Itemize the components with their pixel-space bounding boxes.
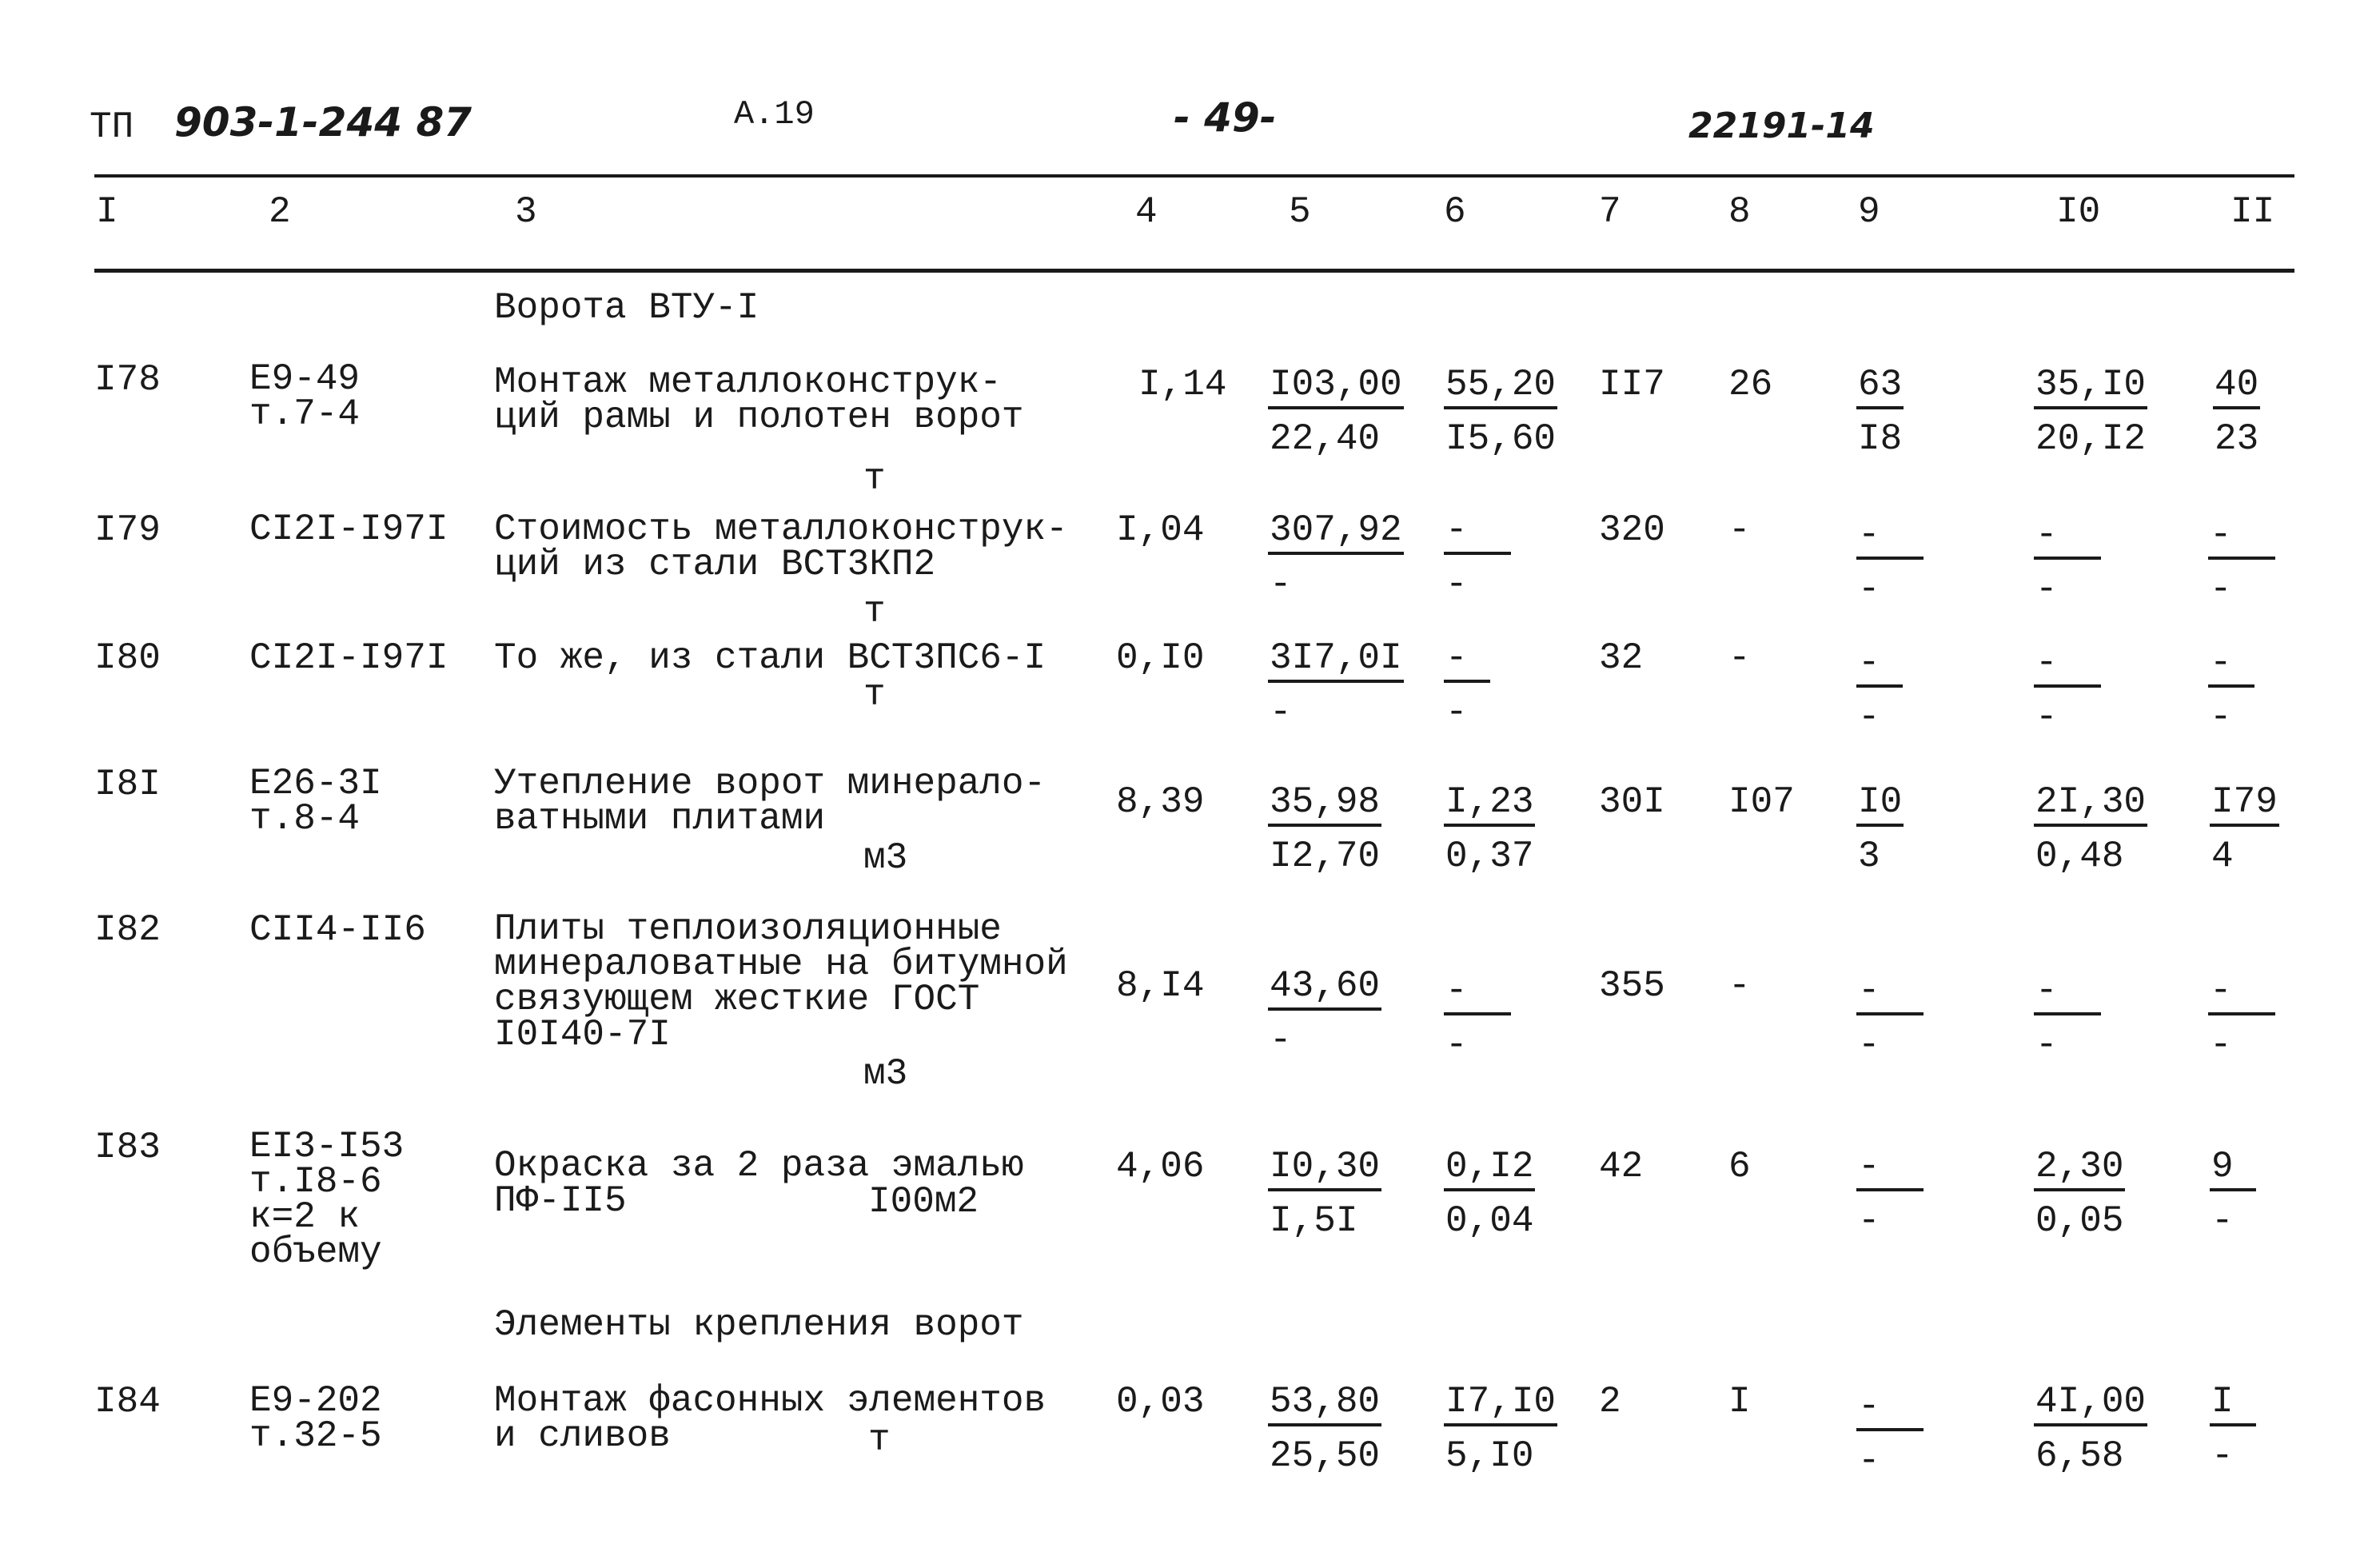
unit: м3 bbox=[863, 837, 908, 879]
col6-value bbox=[1444, 1381, 1557, 1477]
work-description: Монтаж металлоконструк- ций рамы и полотен ворот bbox=[494, 361, 1024, 438]
col10-value bbox=[2034, 781, 2147, 877]
col7-value: II7 bbox=[1599, 364, 1665, 405]
col11-value bbox=[2208, 644, 2254, 736]
unit: I00м2 bbox=[868, 1181, 979, 1223]
fraction-numerator: - bbox=[1856, 972, 1924, 1015]
fraction-denominator: I2,70 bbox=[1270, 836, 1381, 877]
quantity: I,04 bbox=[1116, 509, 1205, 551]
fraction-denominator: 6,58 bbox=[2035, 1435, 2124, 1477]
col7-value: 355 bbox=[1599, 965, 1665, 1007]
fraction-denominator: - bbox=[2210, 696, 2232, 738]
fraction-numerator: I0 bbox=[1856, 784, 1904, 827]
fraction-denominator: - bbox=[1858, 1200, 1880, 1242]
work-description: Монтаж фасонных элементов и сливов bbox=[494, 1380, 1046, 1457]
fraction-denominator: - bbox=[1858, 1024, 1880, 1066]
section-title-gates: Ворота ВТУ-I bbox=[494, 287, 759, 329]
norm-code: СI2I-I97I bbox=[249, 509, 448, 550]
col-header-10: I0 bbox=[2056, 191, 2101, 233]
col6-value bbox=[1444, 1146, 1535, 1242]
quantity: 0,03 bbox=[1116, 1381, 1205, 1422]
col8-value: 6 bbox=[1728, 1146, 1751, 1187]
col11-value bbox=[2210, 1146, 2256, 1242]
col10-value bbox=[2034, 970, 2101, 1066]
document-code: 22191-14 bbox=[1688, 106, 1875, 146]
col10-value bbox=[2034, 364, 2147, 460]
fraction-denominator: - bbox=[2211, 1200, 2234, 1242]
album-number: А.19 bbox=[734, 95, 815, 134]
col10-value bbox=[2034, 644, 2101, 736]
col8-value: - bbox=[1728, 509, 1751, 551]
col6-value bbox=[1444, 970, 1511, 1066]
fraction-numerator: - bbox=[1856, 644, 1903, 688]
col8-value: I bbox=[1728, 1381, 1751, 1422]
fraction-numerator: 35,I0 bbox=[2034, 366, 2147, 409]
col10-value bbox=[2034, 514, 2101, 610]
fraction-numerator: - bbox=[2208, 517, 2275, 560]
row-number: I80 bbox=[94, 637, 161, 679]
col9-value bbox=[1856, 1146, 1924, 1242]
fraction-denominator: 20,I2 bbox=[2035, 418, 2147, 460]
quantity: 4,06 bbox=[1116, 1146, 1205, 1187]
fraction-numerator: I0,30 bbox=[1268, 1148, 1381, 1191]
col5-value bbox=[1268, 637, 1404, 733]
quantity: 0,I0 bbox=[1116, 637, 1205, 679]
fraction-denominator: I,5I bbox=[1270, 1200, 1358, 1242]
fraction-numerator: I7,I0 bbox=[1444, 1383, 1557, 1426]
col11-value bbox=[2210, 781, 2279, 877]
norm-code: СI2I-I97I bbox=[249, 637, 448, 679]
fraction-denominator: 5,I0 bbox=[1445, 1435, 1534, 1477]
fraction-numerator: 40 bbox=[2213, 366, 2260, 409]
col11-value bbox=[2210, 1381, 2256, 1477]
col8-value: - bbox=[1728, 965, 1751, 1007]
table-header-rule bbox=[94, 269, 2294, 273]
fraction-denominator: - bbox=[1858, 569, 1880, 610]
page-number: - 49- bbox=[1174, 94, 1277, 141]
unit: м3 bbox=[863, 1053, 908, 1095]
fraction-denominator: 4 bbox=[2211, 836, 2234, 877]
fraction-denominator: - bbox=[1270, 1019, 1292, 1061]
col8-value: - bbox=[1728, 637, 1751, 679]
fraction-numerator: - bbox=[1856, 517, 1924, 560]
fraction-numerator: - bbox=[1444, 640, 1490, 683]
row-number: I8I bbox=[94, 764, 161, 805]
fraction-denominator: 0,48 bbox=[2035, 836, 2124, 877]
norm-code: СII4-II6 bbox=[249, 909, 426, 951]
fraction-numerator: 307,92 bbox=[1268, 512, 1404, 555]
unit: т bbox=[868, 1419, 891, 1461]
fraction-numerator: 43,60 bbox=[1268, 968, 1381, 1011]
fraction-numerator: 2,30 bbox=[2034, 1148, 2125, 1191]
col-header-8: 8 bbox=[1728, 191, 1751, 233]
fraction-numerator: - bbox=[2034, 644, 2101, 688]
col-header-3: 3 bbox=[515, 191, 537, 233]
fraction-denominator: 22,40 bbox=[1270, 418, 1381, 460]
norm-code: Е9-202 т.32-5 bbox=[249, 1380, 382, 1457]
col5-value bbox=[1268, 965, 1381, 1061]
fraction-numerator: 3I7,0I bbox=[1268, 640, 1404, 683]
col5-value bbox=[1268, 509, 1404, 605]
norm-code: Е9-49 т.7-4 bbox=[249, 358, 361, 435]
fraction-numerator: I bbox=[2210, 1383, 2256, 1426]
quantity: I,14 bbox=[1138, 364, 1227, 405]
header-rule bbox=[94, 174, 2294, 178]
col7-value: 30I bbox=[1599, 781, 1665, 823]
fraction-numerator: - bbox=[2208, 972, 2275, 1015]
col-header-7: 7 bbox=[1599, 191, 1621, 233]
fraction-denominator: I8 bbox=[1858, 418, 1903, 460]
col8-value: 26 bbox=[1728, 364, 1773, 405]
fraction-denominator: I5,60 bbox=[1445, 418, 1557, 460]
col11-value bbox=[2208, 514, 2275, 610]
fraction-denominator: - bbox=[1445, 692, 1468, 733]
unit: т bbox=[863, 591, 886, 632]
col9-value bbox=[1856, 781, 1904, 877]
quantity: 8,I4 bbox=[1116, 965, 1205, 1007]
norm-code: Е26-3I т.8-4 bbox=[249, 763, 382, 840]
col10-value bbox=[2034, 1146, 2125, 1242]
fraction-numerator: - bbox=[2034, 972, 2101, 1015]
row-number: I82 bbox=[94, 909, 161, 951]
col8-value: I07 bbox=[1728, 781, 1795, 823]
fraction-numerator: - bbox=[1856, 1388, 1924, 1431]
col11-value bbox=[2213, 364, 2260, 460]
col6-value bbox=[1444, 781, 1535, 877]
row-number: I79 bbox=[94, 509, 161, 551]
doc-prefix: ТП bbox=[90, 106, 134, 148]
fraction-denominator: - bbox=[1445, 564, 1468, 605]
work-description: Окраска за 2 раза эмалью ПФ-II5 bbox=[494, 1145, 1024, 1222]
norm-code: ЕI3-I53 т.I8-6 к=2 к объему bbox=[249, 1126, 405, 1273]
col-header-4: 4 bbox=[1135, 191, 1158, 233]
fraction-denominator: - bbox=[1270, 564, 1292, 605]
fraction-denominator: - bbox=[1270, 692, 1292, 733]
col10-value bbox=[2034, 1381, 2147, 1477]
col7-value: 42 bbox=[1599, 1146, 1644, 1187]
col6-value bbox=[1444, 509, 1511, 605]
fraction-numerator: 4I,00 bbox=[2034, 1383, 2147, 1426]
fraction-denominator: - bbox=[2211, 1435, 2234, 1477]
fraction-numerator: I03,00 bbox=[1268, 366, 1404, 409]
work-description: Утепление ворот минерало- ватными плитами bbox=[494, 763, 1046, 840]
fraction-denominator: - bbox=[1858, 696, 1880, 738]
fraction-denominator: 0,04 bbox=[1445, 1200, 1534, 1242]
fraction-denominator: 3 bbox=[1858, 836, 1880, 877]
doc-number: 903-1-244 87 bbox=[174, 99, 472, 146]
fraction-denominator: - bbox=[1445, 1024, 1468, 1066]
col5-value bbox=[1268, 364, 1404, 460]
col9-value bbox=[1856, 514, 1924, 610]
col-header-2: 2 bbox=[269, 191, 291, 233]
col-header-5: 5 bbox=[1289, 191, 1311, 233]
fraction-numerator: 35,98 bbox=[1268, 784, 1381, 827]
col-header-1: I bbox=[96, 191, 118, 233]
fraction-denominator: - bbox=[2035, 1024, 2058, 1066]
col11-value bbox=[2208, 970, 2275, 1066]
col-header-6: 6 bbox=[1444, 191, 1466, 233]
col5-value bbox=[1268, 781, 1381, 877]
fraction-numerator: I79 bbox=[2210, 784, 2279, 827]
col6-value bbox=[1444, 364, 1557, 460]
col9-value bbox=[1856, 1386, 1924, 1482]
fraction-numerator: - bbox=[1856, 1148, 1924, 1191]
fraction-numerator: - bbox=[1444, 512, 1511, 555]
fraction-denominator: - bbox=[2210, 1024, 2232, 1066]
fraction-denominator: 0,37 bbox=[1445, 836, 1534, 877]
fraction-denominator: - bbox=[2035, 569, 2058, 610]
fraction-denominator: - bbox=[2210, 569, 2232, 610]
fraction-numerator: 63 bbox=[1856, 366, 1904, 409]
fraction-numerator: 55,20 bbox=[1444, 366, 1557, 409]
col-header-9: 9 bbox=[1858, 191, 1880, 233]
quantity: 8,39 bbox=[1116, 781, 1205, 823]
fraction-numerator: 53,80 bbox=[1268, 1383, 1381, 1426]
fraction-numerator: - bbox=[1444, 972, 1511, 1015]
fraction-numerator: 2I,30 bbox=[2034, 784, 2147, 827]
fraction-denominator: - bbox=[1858, 1440, 1880, 1482]
work-description: То же, из стали ВСТ3ПС6-I bbox=[494, 637, 1046, 679]
col7-value: 2 bbox=[1599, 1381, 1621, 1422]
work-description: Плиты теплоизоляционные минераловатные на битумной связующем жесткие ГОСТ I0I40-7I bbox=[494, 908, 1068, 1055]
fraction-numerator: - bbox=[2208, 644, 2254, 688]
unit: т bbox=[863, 674, 886, 716]
fraction-denominator: 23 bbox=[2215, 418, 2259, 460]
row-number: I84 bbox=[94, 1381, 161, 1422]
fraction-numerator: 0,I2 bbox=[1444, 1148, 1535, 1191]
col9-value bbox=[1856, 970, 1924, 1066]
fraction-numerator: 9 bbox=[2210, 1148, 2256, 1191]
fraction-denominator: 0,05 bbox=[2035, 1200, 2124, 1242]
col7-value: 320 bbox=[1599, 509, 1665, 551]
work-description: Стоимость металлоконструк- ций из стали ВСТ3КП2 bbox=[494, 509, 1068, 585]
fraction-denominator: - bbox=[2035, 696, 2058, 738]
col7-value: 32 bbox=[1599, 637, 1644, 679]
row-number: I78 bbox=[94, 359, 161, 401]
section-title-fasteners: Элементы крепления ворот bbox=[494, 1304, 1024, 1346]
col5-value bbox=[1268, 1381, 1381, 1477]
unit: т bbox=[863, 458, 886, 500]
fraction-denominator: 25,50 bbox=[1270, 1435, 1381, 1477]
col-header-11: II bbox=[2231, 191, 2275, 233]
row-number: I83 bbox=[94, 1127, 161, 1168]
col6-value bbox=[1444, 637, 1490, 733]
col9-value bbox=[1856, 364, 1904, 460]
fraction-numerator: - bbox=[2034, 517, 2101, 560]
col5-value bbox=[1268, 1146, 1381, 1242]
col9-value bbox=[1856, 644, 1903, 736]
fraction-numerator: I,23 bbox=[1444, 784, 1535, 827]
